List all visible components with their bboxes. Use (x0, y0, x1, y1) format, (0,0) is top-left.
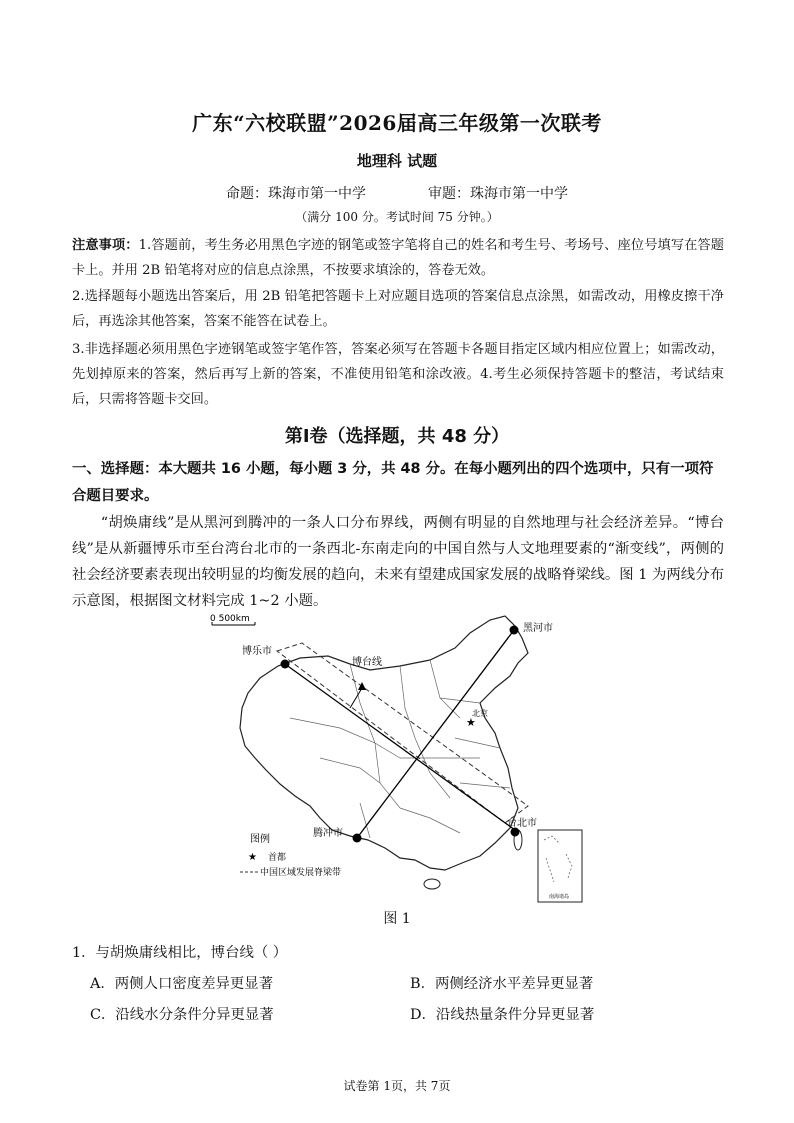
botai-line-label: 博台线 (352, 657, 382, 668)
inset-label: 南海诸岛 (549, 894, 570, 900)
heihe-dot (510, 626, 519, 635)
notice-label: 注意事项： (72, 238, 139, 253)
material-paragraph: “胡焕庸线”是从黑河到腾冲的一条人口分布界线，两侧有明显的自然地理与社会经济差异。“博台线”是从新疆博乐市至台湾台北市的一条西北-东南走向的中国自然与人文地理要素的“渐变线”，两侧的社会经济要素表现出较明显的均衡发展的趋向，未来有望建成国家发展的战略脊梁线。图 1 为两线分布示意图，根据图文材料完成 1~2 小题。 (72, 515, 724, 609)
option-d: D．沿线热量条件分异更显著 (410, 1007, 595, 1023)
figure-caption: 图 1 (383, 911, 411, 927)
notice-item-2: 2.选择题每小题选出答案后，用 2B 铅笔把答题卡上对应题目选项的答案信息点涂黑，如需改动，用橡皮擦干净后，再选涂其他答案，答案不能答在试卷上。 (72, 289, 724, 329)
page-footer: 试卷第 1页，共 7页 (343, 1079, 451, 1093)
reviewer-text: 审题：珠海市第一中学 (428, 186, 568, 202)
section-title: 第Ⅰ卷（选择题，共 48 分） (284, 426, 510, 447)
exam-authors (0, 183, 794, 203)
option-b: B．两侧经济水平差异更显著 (410, 976, 594, 992)
option-c: C．沿线水分条件分异更显著 (90, 1007, 274, 1023)
bole-label: 博乐市 (242, 646, 272, 657)
heihe-label: 黑河市 (523, 623, 553, 634)
legend-belt-label: 中国区域发展脊梁带 (260, 868, 342, 878)
legend-title: 图例 (250, 834, 270, 845)
full-mark-note: （满分 100 分。考试时间 75 分钟。） (295, 210, 499, 224)
bole-dot (281, 660, 290, 669)
south-china-sea-inset (538, 830, 582, 902)
tengchong-dot (353, 834, 362, 843)
china-map-figure (200, 608, 590, 906)
notice-item-3: 3.非选择题必须用黑色字迹钢笔或签字笔作答，答案必须写在答题卡各题目指定区域内相应位置上；如需改动，先划掉原来的答案，然后再写上新的答案，不准使用铅笔和涂改液。4.考生必须保持答题卡的整洁，考试结束后，只需将答题卡交回。 (72, 342, 724, 407)
capital-star-icon: ★ (466, 716, 476, 729)
option-a: A．两侧人口密度差异更显著 (90, 976, 274, 992)
beijing-label: 北京 (472, 709, 488, 718)
tengchong-label: 腾冲市 (313, 828, 343, 839)
scale-label: 0 500km (210, 614, 250, 624)
exam-subtitle: 地理科 试题 (356, 152, 438, 170)
hainan-island (424, 879, 440, 889)
question-1-stem: 1．与胡焕庸线相比，博台线（ ） (72, 945, 288, 961)
section-intro: 一、选择题：本大题共 16 小题，每小题 3 分，共 48 分。在每小题列出的四个选项中，只有一项符合题目要求。 (72, 461, 714, 504)
exam-title: 广东“六校联盟”2026届高三年级第一次联考 (192, 111, 602, 135)
legend-star-icon: ★ (248, 852, 257, 863)
legend-capital-label: 首都 (268, 853, 287, 863)
setter-text: 命题：珠海市第一中学 (226, 186, 366, 202)
notice-item-1: 注意事项：1.答题前，考生务必用黑色字迹的钢笔或签字笔将自己的姓名和考生号、考场号、座位号填写在答题卡上。并用 2B 铅笔将对应的信息点涂黑，不按要求填涂的，答卷无效。 (72, 238, 724, 278)
china-outline (240, 616, 528, 870)
taipei-label: 台北市 (507, 818, 537, 829)
